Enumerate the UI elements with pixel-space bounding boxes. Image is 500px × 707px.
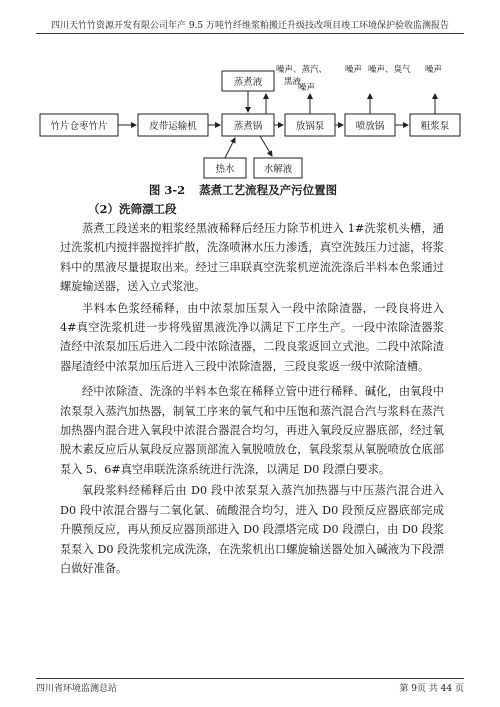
digester-label: 蒸煮锅: [233, 121, 263, 132]
emission-3: 噪声: [345, 65, 363, 75]
figure-caption: [0, 182, 500, 198]
emission-2: 噪声: [298, 83, 316, 93]
footer-page-number: 第 9页 共 44 页: [399, 684, 464, 694]
cooking-liquor-label: 蒸煮液: [233, 77, 263, 88]
pulp-pump-label: 粗浆泵: [420, 121, 450, 132]
hot-water-label: 热水: [215, 164, 235, 175]
section-title: （2）洗筛漂工段: [88, 202, 177, 216]
paragraph-3: 经中浓除渣、洗涤的半料本色浆在稀释立管中进行稀释、碱化，由氧段中浓泵泵入蒸汽加热器，制氧工序来的氧气和中压饱和蒸汽混合汽与浆料在蒸汽加热器内混合进入氧段中浓混合器混合均匀，再进入氧段反应器底部，经过氧脱木素反应后从氧段反应器顶部流入氧脱喷放仓，氧段浆泵从氧脱喷放仓底部泵入 5、6#真空串联洗涤系统进行洗涤，以满足 D0 段漂白要求。: [60, 385, 444, 476]
emission-4: 噪声、臭气: [368, 65, 411, 75]
page-header: 四川天竹竹资源开发有限公司年产 9.5 万吨竹纤维浆粕搬迁升级技改项目竣工环境保护验收监测报告: [36, 18, 464, 34]
paragraph-4: 氧段浆料经稀释后由 D0 段中浓泵泵入蒸汽加热器与中压蒸汽混合进入 D0 段中浓混合器与二氧化氯、硫酸混合均匀，进入 D0 段预反应器底部完成升膜预反应，再从预反应器顶部进入 D0 段漂塔完成 D0 段漂白，由 D0 段浆泵泵入 D0 段洗浆机完成洗涤，在洗浆机出口螺旋输送器处加入碱液为下段漂白做好准备。: [60, 484, 444, 575]
figure-number: 图 3-2: [148, 183, 186, 197]
blow-tank-label: 喷放锅: [355, 121, 385, 132]
emission-1: 噪声、蒸汽、: [276, 65, 328, 75]
body-text: [60, 219, 444, 580]
conveyor-label: 皮带运输机: [149, 121, 197, 132]
hydrolysate-label: 水解液: [263, 164, 293, 175]
footer-org: 四川省环境监测总站: [36, 684, 118, 694]
paragraph-1: 蒸煮工段送来的粗浆经黑液稀释后经压力除节机进入 1#洗浆机头槽，通过洗浆机内搅拌器搅拌扩散，洗涤喷淋水压力渗透，真空洗鼓压力过滤，将浆料中的黑液尽量提取出来。经过三串联真空洗浆机逆流洗涤后半料本色浆通过螺旋输送器，送入立式浆池。: [60, 222, 444, 294]
figure-title: 蒸煮工艺流程及产污位置图: [199, 183, 338, 197]
blowtank-pump-label: 放锅泵: [295, 121, 325, 132]
page-footer: [36, 678, 464, 694]
paragraph-2: 半料本色浆经稀释，由中浓泵加压泵入一段中浓除渣器，一段良将进入 4#真空洗浆机进一步将残留黑液洗净以满足下工序生产。一段中浓除渣器浆渣经中浓泵加压后进入二段中浓除渣器，二段良浆返回立式池。二段中浓除渣器尾渣经中浓泵加压后进入三段中浓除渣器，三段良浆返一级中浓除渣槽。: [60, 301, 444, 373]
emission-1b: 黑液: [284, 77, 302, 87]
emission-5: 噪声: [425, 65, 443, 75]
process-flow-diagram: [0, 60, 500, 185]
bamboo-label: 竹片仓枣竹片: [50, 121, 108, 132]
